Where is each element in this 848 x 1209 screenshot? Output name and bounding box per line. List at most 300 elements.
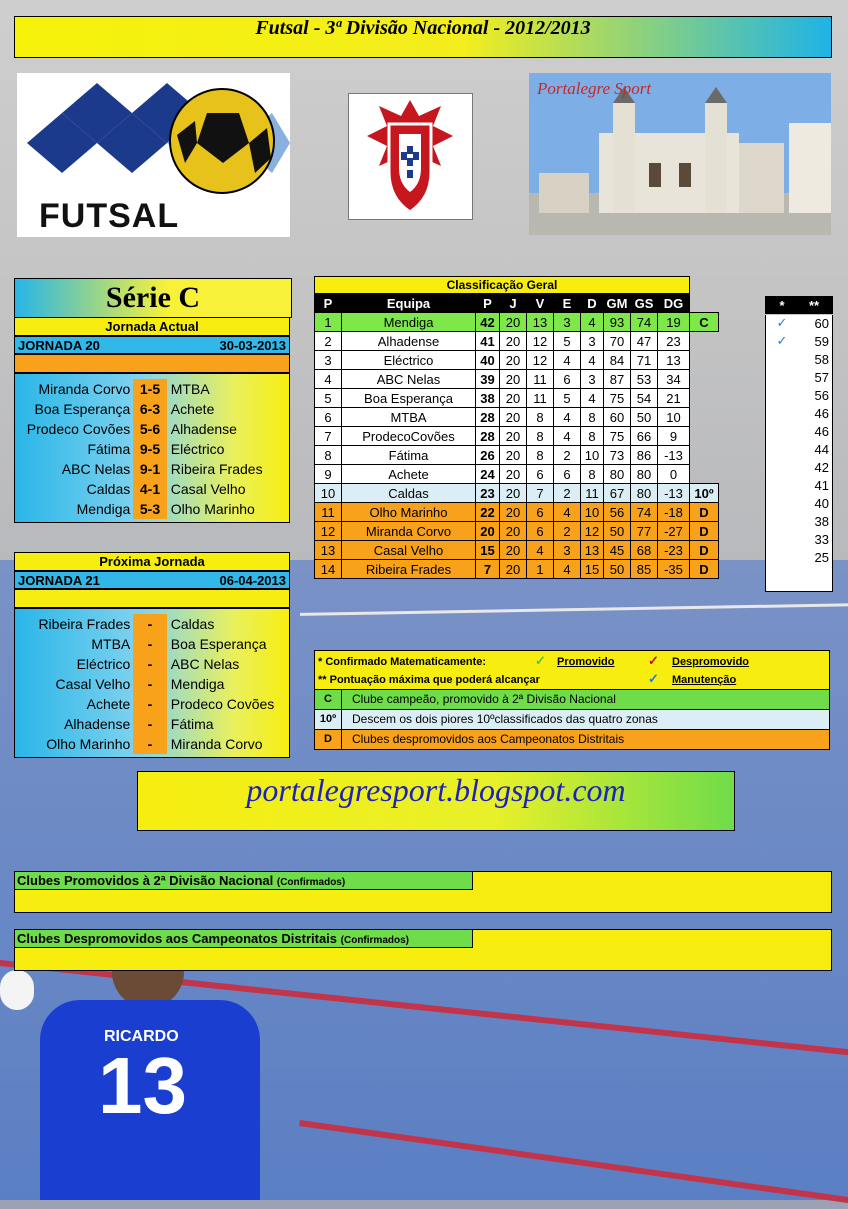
empty-cell	[690, 294, 719, 313]
game-row	[15, 734, 289, 754]
game-row	[15, 439, 289, 459]
draws-cell: 6	[554, 370, 581, 389]
goal-diff-cell: -13	[658, 484, 690, 503]
standings-row	[315, 427, 719, 446]
goals-for-cell: 70	[604, 332, 631, 351]
status-tag-cell: D	[690, 541, 719, 560]
game-row	[15, 499, 289, 519]
losses-cell: 3	[581, 332, 604, 351]
max-points-row	[765, 458, 833, 476]
cathedral-photo	[529, 73, 831, 235]
points-cell: 15	[476, 541, 500, 560]
max-points-row	[765, 332, 833, 350]
goals-against-cell: 71	[631, 351, 658, 370]
points-cell: 24	[476, 465, 500, 484]
points-cell: 23	[476, 484, 500, 503]
goal-diff-cell: 10	[658, 408, 690, 427]
pos-cell: 7	[315, 427, 342, 446]
max-points-row	[765, 530, 833, 548]
pos-cell: 2	[315, 332, 342, 351]
played-cell: 20	[500, 465, 527, 484]
status-tag-cell: 10º	[690, 484, 719, 503]
max-points-cell: 46	[814, 423, 829, 439]
points-cell: 41	[476, 332, 500, 351]
standings-row	[315, 522, 719, 541]
draws-cell: 2	[554, 522, 581, 541]
goals-against-cell: 80	[631, 484, 658, 503]
played-cell: 20	[500, 484, 527, 503]
team-cell: Boa Esperança	[342, 389, 476, 408]
goals-for-cell: 75	[604, 427, 631, 446]
losses-cell: 3	[581, 370, 604, 389]
jornada-actual-block	[14, 317, 290, 523]
goal-diff-cell: 21	[658, 389, 690, 408]
points-cell: 20	[476, 522, 500, 541]
standings-row	[315, 370, 719, 389]
home-team: Casal Velho	[55, 676, 131, 692]
points-cell: 39	[476, 370, 500, 389]
goals-for-cell: 45	[604, 541, 631, 560]
wins-cell: 6	[527, 465, 554, 484]
pos-cell: 8	[315, 446, 342, 465]
promovido-label: Promovido	[557, 656, 615, 668]
legend-key: D	[315, 730, 342, 749]
blog-url[interactable]: portalegresport.blogspot.com	[137, 771, 735, 831]
points-cell: 40	[476, 351, 500, 370]
check-icon: ✓	[776, 315, 788, 330]
legend-row-c	[314, 690, 830, 710]
standings-table	[314, 276, 719, 579]
standings-row	[315, 389, 719, 408]
status-tag-cell	[690, 408, 719, 427]
score: 5-6	[133, 419, 167, 439]
goal-diff-cell: -35	[658, 560, 690, 579]
max-points-header	[765, 296, 833, 314]
max-points-cell: 56	[814, 387, 829, 403]
goal-diff-cell: 34	[658, 370, 690, 389]
proxima-jornada-label-row	[14, 571, 290, 589]
max-points-row	[765, 494, 833, 512]
legend-key: C	[315, 690, 342, 709]
draws-cell: 6	[554, 465, 581, 484]
game-row	[15, 399, 289, 419]
losses-cell: 8	[581, 465, 604, 484]
draws-cell: 4	[554, 560, 581, 579]
legend-header	[314, 650, 830, 690]
status-tag-cell: D	[690, 503, 719, 522]
check-blue-icon: ✓	[648, 671, 659, 686]
losses-cell: 13	[581, 541, 604, 560]
wins-cell: 8	[527, 408, 554, 427]
check-icon	[765, 458, 799, 476]
legend-line1: * Confirmado Matematicamente:	[318, 656, 487, 668]
away-team: Casal Velho	[170, 481, 246, 497]
max-points-cell: 40	[814, 495, 829, 511]
points-cell: 7	[476, 560, 500, 579]
col-header: GM	[604, 294, 631, 313]
goals-against-cell: 66	[631, 427, 658, 446]
wins-cell: 8	[527, 427, 554, 446]
pos-cell: 9	[315, 465, 342, 484]
status-tag-cell	[690, 389, 719, 408]
col-header: D	[581, 294, 604, 313]
game-row	[15, 694, 289, 714]
wins-cell: 1	[527, 560, 554, 579]
max-points-cell: 58	[814, 351, 829, 367]
goals-for-cell: 87	[604, 370, 631, 389]
draws-cell: 5	[554, 389, 581, 408]
check-icon	[765, 494, 799, 512]
goals-against-cell: 47	[631, 332, 658, 351]
spacer-row	[14, 589, 290, 608]
check-icon	[765, 386, 799, 404]
losses-cell: 4	[581, 389, 604, 408]
status-tag-cell: D	[690, 522, 719, 541]
played-cell: 20	[500, 522, 527, 541]
score: -	[133, 614, 167, 634]
col-header: DG	[658, 294, 690, 313]
wins-cell: 12	[527, 351, 554, 370]
goals-for-cell: 84	[604, 351, 631, 370]
away-team: MTBA	[170, 381, 210, 397]
losses-cell: 8	[581, 427, 604, 446]
goals-for-cell: 60	[604, 408, 631, 427]
away-team: Olho Marinho	[170, 501, 255, 517]
home-team: MTBA	[91, 636, 131, 652]
pos-cell: 1	[315, 313, 342, 332]
status-tag-cell	[690, 332, 719, 351]
played-cell: 20	[500, 541, 527, 560]
pos-cell: 13	[315, 541, 342, 560]
pos-cell: 10	[315, 484, 342, 503]
goals-for-cell: 50	[604, 560, 631, 579]
goals-for-cell: 56	[604, 503, 631, 522]
max-points-cell: 25	[814, 549, 829, 565]
goals-for-cell: 73	[604, 446, 631, 465]
jornada-label: JORNADA 21	[18, 573, 100, 588]
jornada-actual-games	[14, 373, 290, 523]
away-team: Prodeco Covões	[170, 696, 275, 712]
despromovidos-box	[14, 929, 832, 971]
legend-box	[314, 650, 830, 750]
home-team: Olho Marinho	[46, 736, 131, 752]
fpf-crest-icon	[349, 94, 472, 219]
proxima-jornada-games	[14, 608, 290, 758]
score: -	[133, 634, 167, 654]
played-cell: 20	[500, 560, 527, 579]
fpf-crest	[348, 93, 473, 220]
despromovido-label: Despromovido	[672, 656, 750, 668]
goals-for-cell: 80	[604, 465, 631, 484]
draws-cell: 3	[554, 313, 581, 332]
despromovidos-text: Clubes Despromovidos aos Campeonatos Distritais	[17, 931, 338, 946]
points-cell: 28	[476, 427, 500, 446]
goal-diff-cell: -13	[658, 446, 690, 465]
team-cell: Alhadense	[342, 332, 476, 351]
pos-cell: 4	[315, 370, 342, 389]
legend-text: Clube campeão, promovido à 2ª Divisão Nacional	[352, 692, 616, 706]
home-team: Miranda Corvo	[38, 381, 131, 397]
check-icon	[765, 404, 799, 422]
goals-against-cell: 86	[631, 446, 658, 465]
goal-diff-cell: -23	[658, 541, 690, 560]
max-points-row	[765, 440, 833, 458]
max-points-cell: 42	[814, 459, 829, 475]
standings-row	[315, 332, 719, 351]
wins-cell: 13	[527, 313, 554, 332]
game-row	[15, 634, 289, 654]
standings-title-row	[315, 277, 719, 294]
check-icon	[765, 512, 799, 530]
points-cell: 38	[476, 389, 500, 408]
max-points-cell: 44	[814, 441, 829, 457]
team-cell: Casal Velho	[342, 541, 476, 560]
jornada-date: 30-03-2013	[219, 338, 286, 353]
game-row	[15, 614, 289, 634]
check-icon	[765, 368, 799, 386]
max-points-row	[765, 314, 833, 332]
away-team: ABC Nelas	[170, 656, 240, 672]
home-team: Fátima	[87, 441, 131, 457]
status-tag-cell	[690, 351, 719, 370]
team-cell: Caldas	[342, 484, 476, 503]
legend-text: Descem os dois piores 10ºclassificados das quatro zonas	[352, 712, 658, 726]
standings-row	[315, 446, 719, 465]
max-points-cell: 59	[814, 333, 829, 349]
max-points-cell: 46	[814, 405, 829, 421]
standings-row	[315, 484, 719, 503]
check-icon	[765, 476, 799, 494]
away-team: Alhadense	[170, 421, 237, 437]
losses-cell: 4	[581, 351, 604, 370]
score: -	[133, 694, 167, 714]
standings-row	[315, 503, 719, 522]
draws-cell: 2	[554, 484, 581, 503]
draws-cell: 3	[554, 541, 581, 560]
jornada-actual-header: Jornada Actual	[14, 317, 290, 336]
check-icon	[765, 440, 799, 458]
futsal-logo-text: FUTSAL	[39, 197, 180, 235]
standings-row	[315, 313, 719, 332]
legend-key: 10º	[315, 710, 342, 729]
home-team: ABC Nelas	[61, 461, 131, 477]
score: 9-1	[133, 459, 167, 479]
away-team: Ribeira Frades	[170, 461, 263, 477]
standings-row	[315, 541, 719, 560]
max-points-cell: 33	[814, 531, 829, 547]
played-cell: 20	[500, 408, 527, 427]
col-header: J	[500, 294, 527, 313]
goals-for-cell: 93	[604, 313, 631, 332]
wins-cell: 8	[527, 446, 554, 465]
col-header: **	[799, 296, 833, 314]
promovidos-box	[14, 871, 832, 913]
draws-cell: 5	[554, 332, 581, 351]
standings-title: Classificação Geral	[315, 277, 690, 294]
goals-against-cell: 77	[631, 522, 658, 541]
game-row	[15, 674, 289, 694]
col-header: P	[476, 294, 500, 313]
check-icon	[765, 350, 799, 368]
promovidos-label	[15, 872, 473, 890]
losses-cell: 15	[581, 560, 604, 579]
team-cell: ProdecoCovões	[342, 427, 476, 446]
max-points-row	[765, 404, 833, 422]
team-cell: Eléctrico	[342, 351, 476, 370]
wins-cell: 7	[527, 484, 554, 503]
standings-header-row	[315, 294, 719, 313]
played-cell: 20	[500, 389, 527, 408]
away-team: Miranda Corvo	[170, 736, 263, 752]
goal-diff-cell: 23	[658, 332, 690, 351]
goals-against-cell: 53	[631, 370, 658, 389]
col-header: P	[315, 294, 342, 313]
check-green-icon: ✓	[535, 653, 546, 668]
wins-cell: 4	[527, 541, 554, 560]
jornada-actual-label-row	[14, 336, 290, 354]
home-team: Mendiga	[76, 501, 131, 517]
points-cell: 22	[476, 503, 500, 522]
pos-cell: 6	[315, 408, 342, 427]
max-points-row	[765, 548, 833, 566]
played-cell: 20	[500, 351, 527, 370]
goal-diff-cell: 13	[658, 351, 690, 370]
team-cell: Ribeira Frades	[342, 560, 476, 579]
goals-against-cell: 54	[631, 389, 658, 408]
goal-diff-cell: 19	[658, 313, 690, 332]
played-cell: 20	[500, 313, 527, 332]
goals-against-cell: 50	[631, 408, 658, 427]
spacer-row	[14, 354, 290, 373]
manutencao-label: Manutenção	[672, 674, 737, 686]
draws-cell: 4	[554, 408, 581, 427]
home-team: Caldas	[86, 481, 131, 497]
draws-cell: 4	[554, 351, 581, 370]
wins-cell: 11	[527, 389, 554, 408]
wins-cell: 6	[527, 503, 554, 522]
ball-image	[0, 970, 34, 1010]
draws-cell: 2	[554, 446, 581, 465]
promovidos-text: Clubes Promovidos à 2ª Divisão Nacional	[17, 873, 274, 888]
max-points-row	[765, 368, 833, 386]
pos-cell: 5	[315, 389, 342, 408]
score: 9-5	[133, 439, 167, 459]
home-team: Alhadense	[64, 716, 131, 732]
check-icon	[765, 530, 799, 548]
points-cell: 42	[476, 313, 500, 332]
col-header: E	[554, 294, 581, 313]
team-cell: Miranda Corvo	[342, 522, 476, 541]
team-cell: Achete	[342, 465, 476, 484]
check-icon	[765, 422, 799, 440]
serie-title: Série C	[14, 278, 292, 318]
status-tag-cell	[690, 465, 719, 484]
home-team: Achete	[86, 696, 131, 712]
losses-cell: 12	[581, 522, 604, 541]
pos-cell: 3	[315, 351, 342, 370]
losses-cell: 4	[581, 313, 604, 332]
pos-cell: 12	[315, 522, 342, 541]
goal-diff-cell: -18	[658, 503, 690, 522]
game-row	[15, 479, 289, 499]
player-name: RICARDO	[104, 1028, 179, 1045]
draws-cell: 4	[554, 427, 581, 446]
played-cell: 20	[500, 503, 527, 522]
max-points-cell: 60	[814, 315, 829, 331]
score: -	[133, 654, 167, 674]
goals-against-cell: 74	[631, 313, 658, 332]
game-row	[15, 654, 289, 674]
pos-cell: 11	[315, 503, 342, 522]
player-number: 13	[98, 1041, 187, 1130]
losses-cell: 10	[581, 503, 604, 522]
photo-caption: Portalegre Sport	[537, 79, 652, 98]
jornada-date: 06-04-2013	[219, 573, 286, 588]
goals-for-cell: 75	[604, 389, 631, 408]
promovidos-small: (Confirmados)	[276, 877, 346, 888]
losses-cell: 10	[581, 446, 604, 465]
standings-row	[315, 408, 719, 427]
wins-cell: 11	[527, 370, 554, 389]
game-row	[15, 714, 289, 734]
proxima-jornada-block	[14, 552, 290, 758]
check-icon	[765, 548, 799, 566]
score: 4-1	[133, 479, 167, 499]
away-team: Achete	[170, 401, 215, 417]
legend-line2: ** Pontuação máxima que poderá alcançar	[318, 674, 540, 686]
score: 1-5	[133, 379, 167, 399]
played-cell: 20	[500, 446, 527, 465]
max-points-cell: 38	[814, 513, 829, 529]
goals-against-cell: 74	[631, 503, 658, 522]
game-row	[15, 419, 289, 439]
status-tag-cell: C	[690, 313, 719, 332]
jornada-label: JORNADA 20	[18, 338, 100, 353]
score: -	[133, 714, 167, 734]
wins-cell: 12	[527, 332, 554, 351]
standings-row	[315, 560, 719, 579]
max-points-row	[765, 512, 833, 530]
played-cell: 20	[500, 332, 527, 351]
goals-for-cell: 67	[604, 484, 631, 503]
home-team: Boa Esperança	[34, 401, 131, 417]
futsal-logo	[17, 73, 290, 237]
home-team: Prodeco Covões	[26, 421, 131, 437]
col-header: GS	[631, 294, 658, 313]
game-row	[15, 459, 289, 479]
goals-against-cell: 80	[631, 465, 658, 484]
played-cell: 20	[500, 427, 527, 446]
team-cell: Mendiga	[342, 313, 476, 332]
max-points-cell: 57	[814, 369, 829, 385]
away-team: Eléctrico	[170, 441, 225, 457]
game-row	[15, 379, 289, 399]
wins-cell: 6	[527, 522, 554, 541]
max-points-row	[765, 350, 833, 368]
goal-diff-cell: -27	[658, 522, 690, 541]
home-team: Eléctrico	[76, 656, 131, 672]
goals-against-cell: 68	[631, 541, 658, 560]
away-team: Mendiga	[170, 676, 225, 692]
played-cell: 20	[500, 370, 527, 389]
max-points-cell: 41	[814, 477, 829, 493]
standings-row	[315, 351, 719, 370]
goal-diff-cell: 9	[658, 427, 690, 446]
draws-cell: 4	[554, 503, 581, 522]
page-title: Futsal - 3ª Divisão Nacional - 2012/2013	[14, 16, 832, 58]
team-cell: ABC Nelas	[342, 370, 476, 389]
despromovidos-label	[15, 930, 473, 948]
